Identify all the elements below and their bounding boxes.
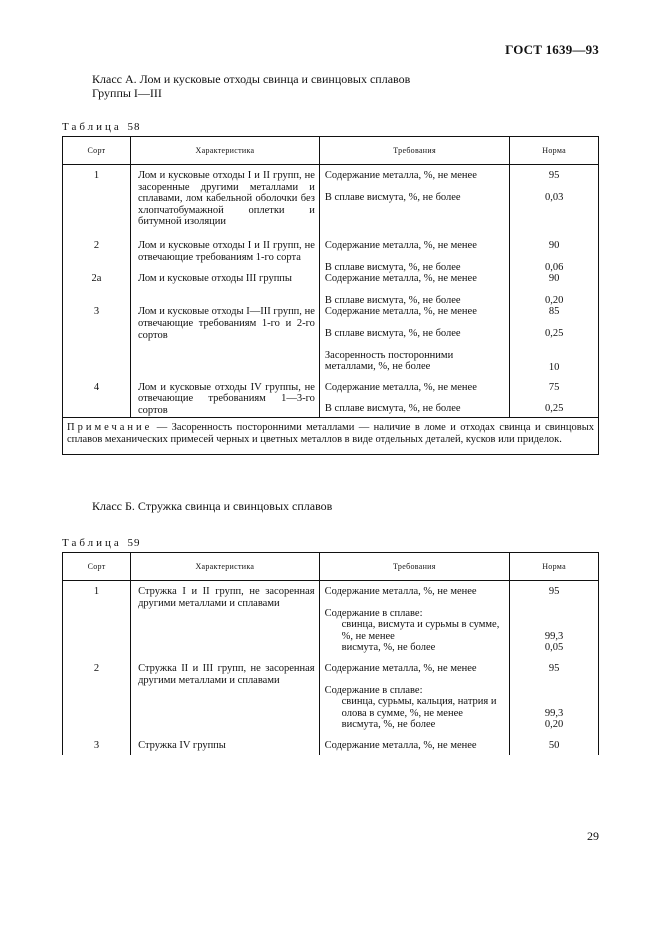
requirement-item: Засоренность посторонними металлами, %, не более <box>324 349 454 373</box>
characteristic-cell: Лом и кусковые отходы I и II групп, не засоренные другими металлами и сплавами, лом кабельной оболочки без хлопчатобумажной оплетки и битумной изоляции <box>137 170 315 228</box>
requirement-item: В сплаве висмута, %, не более <box>324 261 461 273</box>
table-row <box>63 273 599 306</box>
table59-header-requirements: Требования <box>319 553 510 581</box>
norm-value: 0,06 <box>544 261 564 273</box>
norm-value: 50 <box>548 739 560 751</box>
note-label: Примечание <box>67 421 153 433</box>
requirement-subitem: свинца, сурьмы, кальция, натрия и олова в сумме, %, не менее <box>341 696 497 719</box>
requirement-item: Содержание металла, %, не менее <box>324 170 477 181</box>
table58-header-requirements: Требования <box>319 137 509 165</box>
table58-caption-number: 58 <box>127 121 141 133</box>
norm-value: 0,25 <box>544 327 564 339</box>
table59-caption-label: Таблица <box>62 537 122 549</box>
characteristic-cell: Лом и кусковые отходы III группы <box>137 273 292 285</box>
grade-cell: 2 <box>63 240 131 273</box>
norm-value: 90 <box>548 239 560 251</box>
norm-value: 10 <box>548 361 560 373</box>
norm-value: 0,25 <box>544 403 564 415</box>
grade-cell: 1 <box>63 581 131 663</box>
norm-value: 75 <box>548 381 560 393</box>
requirement-group <box>320 685 510 731</box>
page-number: 29 <box>587 829 599 843</box>
table-row <box>63 165 599 240</box>
requirement-item: Содержание металла, %, не менее <box>324 273 477 285</box>
norm-value: 85 <box>548 306 560 318</box>
grade-cell: 1 <box>63 165 131 240</box>
class-a-title-line1: Класс А. Лом и кусковые отходы свинца и свинцовых сплавов <box>92 72 411 86</box>
requirement-item: Содержание металла, %, не менее <box>324 586 477 597</box>
characteristic-cell: Лом и кусковые отходы I и II групп, не отвечающие требованиям 1-го сорта <box>137 239 315 263</box>
norm-value: 90 <box>548 273 560 285</box>
class-a-title-line2: Группы I—III <box>92 86 162 100</box>
characteristic-cell: Стружка IV группы <box>138 739 226 751</box>
grade-cell: 2 <box>63 663 131 740</box>
norm-value: 0,20 <box>544 719 564 731</box>
requirement-item: Содержание металла, %, не менее <box>324 239 477 251</box>
norm-value: 0,05 <box>544 642 564 654</box>
table58-header-characteristic: Характеристика <box>130 137 319 165</box>
requirement-group <box>320 608 510 654</box>
note-text: — Засоренность посторонними металлами — наличие в ломе и отходах свинца и свинцовых сплавов механических примесей черных и цветных металлов в виде отдельных деталей, кусков или приделок. <box>67 421 594 445</box>
requirement-item: Содержание металла, %, не менее <box>324 381 477 393</box>
requirement-item: В сплаве висмута, %, не более <box>324 403 461 415</box>
requirement-subitem: свинца, висмута и сурьмы в сумме, %, не менее <box>341 619 500 642</box>
table-row <box>63 240 599 273</box>
class-b-title: Класс Б. Стружка свинца и свинцовых сплавов <box>92 499 333 513</box>
table-row <box>63 581 599 663</box>
norm-value: 95 <box>548 662 560 674</box>
requirement-subheading: Содержание в сплаве: <box>324 684 423 696</box>
requirement-item: Содержание металла, %, не менее <box>324 306 477 318</box>
requirement-item: В сплаве висмута, %, не более <box>324 327 461 339</box>
grade-cell: 3 <box>63 740 131 755</box>
norm-value: 95 <box>548 170 560 181</box>
table58-header-grade: Сорт <box>63 137 131 165</box>
table-row <box>63 740 599 755</box>
table58-note <box>63 418 598 451</box>
requirement-item: Содержание металла, %, не менее <box>324 739 477 751</box>
norm-value: 95 <box>548 586 560 597</box>
table58-caption <box>62 121 141 133</box>
norm-value: 0,20 <box>544 294 564 306</box>
characteristic-cell: Стружка I и II групп, не засоренная другими металлами и сплавами <box>138 586 315 609</box>
norm-value: 0,03 <box>544 191 564 203</box>
table59-caption <box>62 537 141 549</box>
requirement-item: В сплаве висмута, %, не более <box>324 191 461 203</box>
requirement-item: Содержание металла, %, не менее <box>324 662 477 674</box>
standard-header: ГОСТ 1639—93 <box>505 42 599 57</box>
characteristic-cell: Стружка II и III групп, не засоренная другими металлами и сплавами <box>138 662 315 686</box>
class-a-title <box>92 72 410 100</box>
characteristic-cell: Лом и кусковые отходы I—III групп, не отвечающие требованиям 1-го и 2-го сортов <box>137 306 315 341</box>
table-note-row <box>63 417 599 454</box>
table-59 <box>62 552 599 755</box>
norm-value: 99,3 <box>544 707 564 719</box>
table58-caption-label: Таблица <box>62 121 122 133</box>
requirement-subheading: Содержание в сплаве: <box>324 607 423 619</box>
table59-caption-number: 59 <box>127 537 141 549</box>
requirement-item: В сплаве висмута, %, не более <box>324 294 461 306</box>
table-58 <box>62 136 599 455</box>
table59-header-grade: Сорт <box>63 553 131 581</box>
grade-cell: 3 <box>63 306 131 381</box>
norm-value: 99,3 <box>544 630 564 642</box>
grade-cell: 2а <box>63 273 131 306</box>
characteristic-cell: Лом и кусковые отходы IV группы, не отвечающие требованиям 1—3-го сортов <box>137 381 315 416</box>
table-row <box>63 382 599 417</box>
table59-header-characteristic: Характеристика <box>131 553 320 581</box>
table-row <box>63 306 599 381</box>
table58-header-norm: Норма <box>510 137 599 165</box>
table59-header-norm: Норма <box>510 553 599 581</box>
grade-cell: 4 <box>63 382 131 417</box>
table-row <box>63 663 599 740</box>
requirement-subitem: висмута, %, не более <box>341 719 436 731</box>
requirement-subitem: висмута, %, не более <box>341 642 436 654</box>
